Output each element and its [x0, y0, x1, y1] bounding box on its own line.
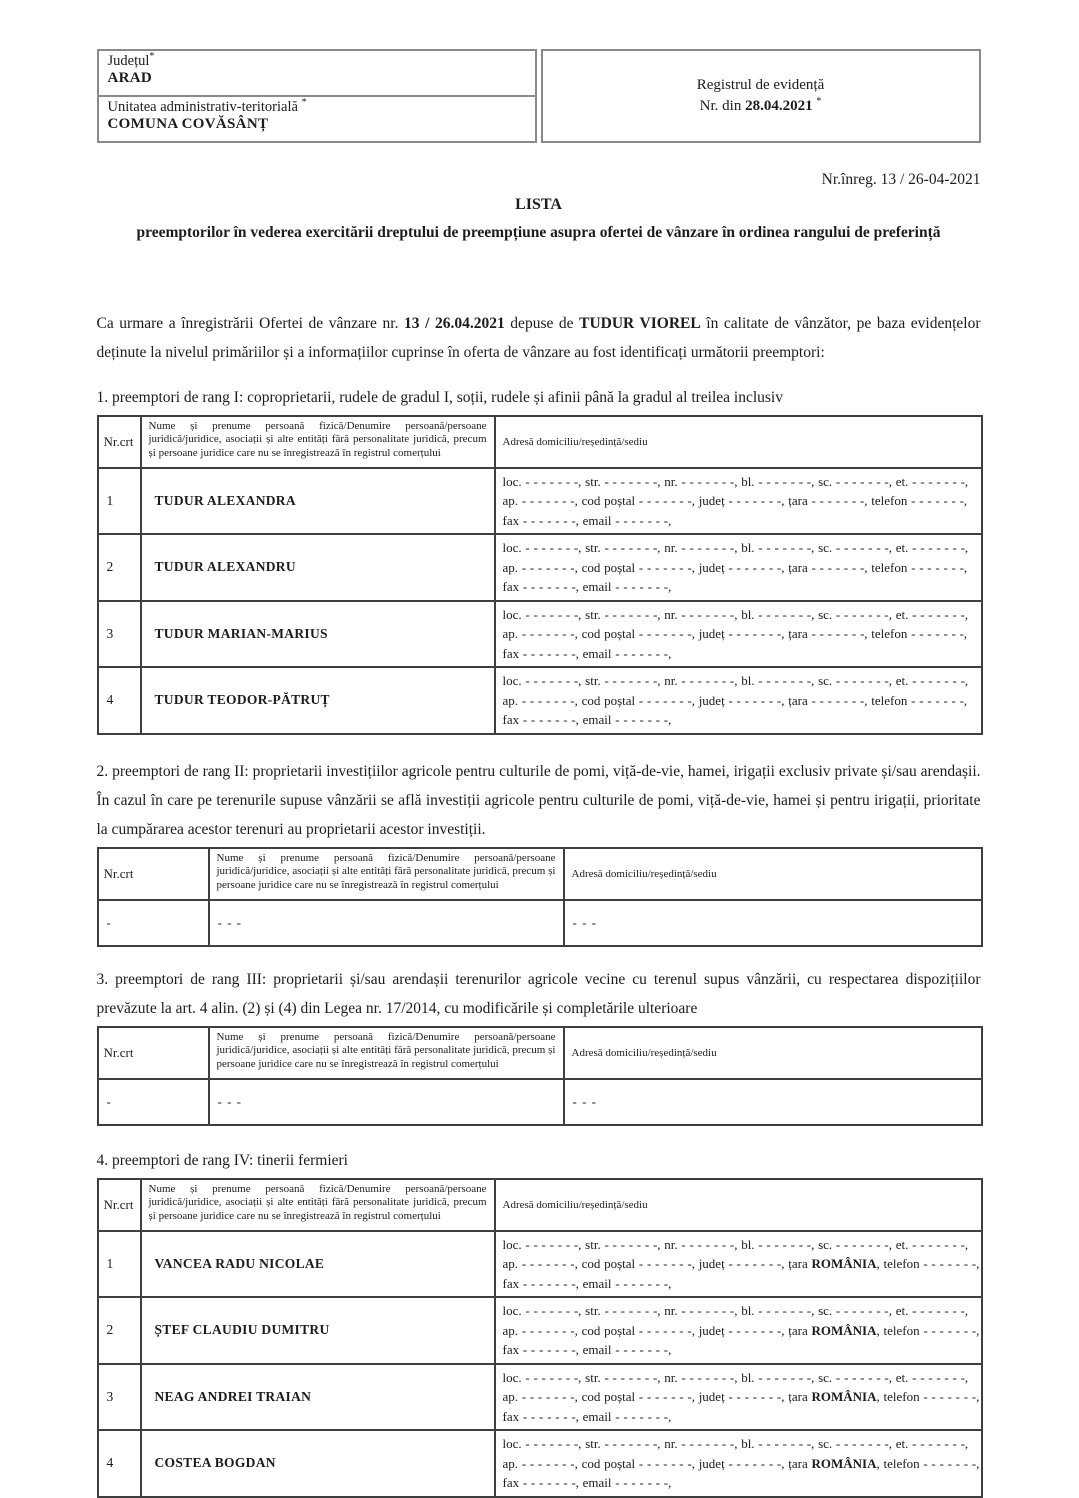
name-cell: COSTEA BOGDAN: [141, 1430, 495, 1497]
address-cell: - - -: [564, 900, 982, 946]
col-header-nr: Nr.crt: [98, 848, 209, 900]
registration-number-line: Nr.înreg. 13 / 26-04-2021: [821, 171, 981, 188]
address-line: fax - - - - - - -, email - - - - - - -,: [502, 1275, 672, 1291]
intro-text: în calitate de vânzător, pe baza evidențelor deținute la nivelul primăriilor și a informațiilor cuprinse în oferta de vânzare au fost identificați următorii preemptori:: [96, 315, 981, 361]
col-header-address: Adresă domiciliu/reședință/sediu: [495, 1179, 982, 1231]
name-cell: TUDUR TEODOR-PĂTRUȚ: [141, 667, 495, 734]
col-header-name: Nume și prenume persoană fizică/Denumire persoană/persoane juridică/juridice, asociații și alte entități fără personalitate juridică, precum și persoane juridice care nu se înregistrează în registrul comerțului: [209, 848, 564, 900]
table-row: [98, 1430, 982, 1497]
row-number-cell: -: [98, 1079, 209, 1125]
row-number-cell: 2: [98, 1297, 141, 1364]
address-segment: ap. - - - - - - -, cod poștal - - - - - - -, județ - - - - - - -, țara: [502, 1322, 812, 1338]
uat-box: [97, 95, 537, 143]
uat-value: COMUNA COVĂSÂNȚ: [107, 116, 269, 132]
address-segment: , telefon - - - - - - -,: [876, 1389, 980, 1404]
name-cell: - - -: [209, 1079, 564, 1125]
col-header-name: Nume și prenume persoană fizică/Denumire persoană/persoane juridică/juridice, asociații și alte entități fără personalitate juridică, precum și persoane juridice care nu se înregistrează în registrul comerțului: [141, 1179, 495, 1231]
address-line: fax - - - - - - -, email - - - - - - -,: [502, 645, 672, 661]
table-header-row: [98, 848, 982, 900]
address-line: loc. - - - - - - -, str. - - - - - - -, nr. - - - - - - -, bl. - - - - - - -, sc. - - - - - - -, et. - - - - - - -,: [502, 673, 969, 688]
name-cell: VANCEA RADU NICOLAE: [141, 1231, 495, 1298]
address-cell: [495, 1364, 982, 1431]
address-line: loc. - - - - - - -, str. - - - - - - -, nr. - - - - - - -, bl. - - - - - - -, sc. - - - - - - -, et. - - - - - - -,: [502, 540, 969, 555]
address-line: [502, 1254, 980, 1274]
table-header-row: [98, 1179, 982, 1231]
row-number-cell: 1: [98, 468, 141, 535]
address-cell: [495, 667, 982, 734]
table-row: [98, 1297, 982, 1364]
row-number-cell: 2: [98, 534, 141, 601]
registry-box: [541, 49, 981, 143]
name-cell: NEAG ANDREI TRAIAN: [141, 1364, 495, 1431]
county-label: Județul*: [107, 51, 155, 69]
table-row: [98, 667, 982, 734]
registry-title: Registrul de evidență: [696, 77, 825, 93]
table-row: [98, 534, 982, 601]
table-row: [98, 1079, 982, 1125]
name-cell: TUDUR ALEXANDRA: [141, 468, 495, 535]
col-header-nr: Nr.crt: [98, 1027, 209, 1079]
intro-paragraph: [97, 309, 981, 367]
name-cell: TUDUR MARIAN-MARIUS: [141, 601, 495, 668]
address-line: fax - - - - - - -, email - - - - - - -,: [502, 1408, 672, 1424]
address-line: fax - - - - - - -, email - - - - - - -,: [502, 712, 672, 727]
address-cell: [495, 534, 982, 601]
address-cell: [495, 468, 982, 535]
section-3-heading: 3. preemptori de rang III: proprietarii și/sau arendașii terenurilor agricole vecine cu terenul supus vânzării, cu respectarea dispozițiilor prevăzute la art. 4 alin. (2) și (4) din Legea nr. 17/2014, cu modificările și completările ulterioare: [96, 970, 981, 1017]
col-header-address: Adresă domiciliu/reședință/sediu: [564, 1027, 982, 1079]
asterisk: *: [301, 97, 307, 109]
address-line: ap. - - - - - - -, cod poștal - - - - - - -, județ - - - - - - -, țara - - - - - - -, telefon - - - - - - -,: [502, 493, 968, 508]
address-segment: ap. - - - - - - -, cod poștal - - - - - - -, județ - - - - - - -, țara: [502, 1455, 812, 1471]
table-row: [98, 1364, 982, 1431]
page-subtitle: preemptorilor în vederea exercitării dreptului de preempțiune asupra ofertei de vânzare în ordinea rangului de preferință: [136, 224, 941, 241]
rank2-table: [97, 847, 983, 947]
row-number-cell: -: [98, 900, 209, 946]
address-cell: [495, 1231, 982, 1298]
country-name: ROMÂNIA: [811, 1455, 877, 1471]
address-line: ap. - - - - - - -, cod poștal - - - - - - -, județ - - - - - - -, țara - - - - - - -, telefon - - - - - - -,: [502, 626, 968, 641]
rank1-table: [97, 415, 983, 735]
registry-date: 28.04.2021: [745, 98, 813, 114]
address-line: [502, 1321, 980, 1341]
country-name: ROMÂNIA: [811, 1322, 877, 1338]
address-line: ap. - - - - - - -, cod poștal - - - - - - -, județ - - - - - - -, țara - - - - - - -, telefon - - - - - - -,: [502, 692, 968, 708]
table-row: [98, 468, 982, 535]
asterisk: *: [149, 51, 155, 63]
county-value: ARAD: [107, 70, 153, 86]
table-header-row: [98, 1027, 982, 1079]
name-cell: ȘTEF CLAUDIU DUMITRU: [141, 1297, 495, 1364]
address-line: loc. - - - - - - -, str. - - - - - - -, nr. - - - - - - -, bl. - - - - - - -, sc. - - - - - - -, et. - - - - - - -,: [502, 1303, 969, 1318]
table-row: [98, 601, 982, 668]
address-line: fax - - - - - - -, email - - - - - - -,: [502, 1475, 672, 1490]
page-title: LISTA: [515, 196, 562, 213]
address-line: loc. - - - - - - -, str. - - - - - - -, nr. - - - - - - -, bl. - - - - - - -, sc. - - - - - - -, et. - - - - - - -,: [502, 1436, 969, 1451]
table-row: [98, 1231, 982, 1298]
address-line: [502, 1387, 980, 1407]
row-number-cell: 3: [98, 1364, 141, 1431]
address-line: fax - - - - - - -, email - - - - - - -,: [502, 512, 672, 528]
table-header-row: [98, 416, 982, 468]
row-number-cell: 3: [98, 601, 141, 668]
country-name: ROMÂNIA: [811, 1389, 877, 1404]
intro-text: depuse de: [504, 315, 580, 332]
asterisk: *: [816, 96, 822, 107]
address-segment: ap. - - - - - - -, cod poștal - - - - - - -, județ - - - - - - -, țara: [502, 1256, 812, 1271]
document-page: [97, 0, 981, 1498]
address-cell: [495, 1297, 982, 1364]
address-line: loc. - - - - - - -, str. - - - - - - -, nr. - - - - - - -, bl. - - - - - - -, sc. - - - - - - -, et. - - - - - - -,: [502, 473, 969, 489]
address-line: loc. - - - - - - -, str. - - - - - - -, nr. - - - - - - -, bl. - - - - - - -, sc. - - - - - - -, et. - - - - - - -,: [502, 1369, 969, 1385]
name-cell: - - -: [209, 900, 564, 946]
address-line: loc. - - - - - - -, str. - - - - - - -, nr. - - - - - - -, bl. - - - - - - -, sc. - - - - - - -, et. - - - - - - -,: [502, 606, 969, 622]
section-4-heading: 4. preemptori de rang IV: tinerii fermieri: [96, 1151, 348, 1169]
address-cell: [495, 1430, 982, 1497]
col-header-nr: Nr.crt: [98, 416, 141, 468]
address-line: [502, 1454, 980, 1474]
address-segment: , telefon - - - - - - -,: [876, 1322, 980, 1338]
row-number-cell: 1: [98, 1231, 141, 1298]
registry-number-line: Nr. din 28.04.2021 *: [699, 96, 822, 114]
row-number-cell: 4: [98, 1430, 141, 1497]
col-header-address: Adresă domiciliu/reședință/sediu: [564, 848, 982, 900]
county-box: [97, 49, 537, 97]
rank4-table: [97, 1178, 983, 1498]
uat-label: Unitatea administrativ-teritorială *: [107, 97, 307, 115]
address-cell: [495, 601, 982, 668]
address-cell: - - -: [564, 1079, 982, 1125]
section-1-heading: 1. preemptori de rang I: coproprietarii, rudele de gradul I, soții, rudele și afinii până la gradul al treilea inclusiv: [96, 388, 783, 406]
address-segment: , telefon - - - - - - -,: [876, 1455, 980, 1471]
header-left-column: [97, 49, 537, 143]
name-cell: TUDUR ALEXANDRU: [141, 534, 495, 601]
rank3-table: [97, 1026, 983, 1126]
country-name: ROMÂNIA: [811, 1256, 877, 1271]
header-boxes: [97, 49, 981, 143]
col-header-name: Nume și prenume persoană fizică/Denumire persoană/persoane juridică/juridice, asociații și alte entități fără personalitate juridică, precum și persoane juridice care nu se înregistrează în registrul comerțului: [209, 1027, 564, 1079]
address-segment: ap. - - - - - - -, cod poștal - - - - - - -, județ - - - - - - -, țara: [502, 1389, 812, 1404]
table-row: [98, 900, 982, 946]
address-line: fax - - - - - - -, email - - - - - - -,: [502, 579, 672, 594]
col-header-name: Nume și prenume persoană fizică/Denumire persoană/persoane juridică/juridice, asociații și alte entități fără personalitate juridică, precum și persoane juridice care nu se înregistrează în registrul comerțului: [141, 416, 495, 468]
seller-name: TUDUR VIOREL: [579, 315, 701, 332]
row-number-cell: 4: [98, 667, 141, 734]
address-segment: , telefon - - - - - - -,: [876, 1256, 980, 1271]
col-header-address: Adresă domiciliu/reședință/sediu: [495, 416, 982, 468]
address-line: ap. - - - - - - -, cod poștal - - - - - - -, județ - - - - - - -, țara - - - - - - -, telefon - - - - - - -,: [502, 559, 968, 575]
offer-number: 13 / 26.04.2021: [404, 315, 505, 332]
address-line: loc. - - - - - - -, str. - - - - - - -, nr. - - - - - - -, bl. - - - - - - -, sc. - - - - - - -, et. - - - - - - -,: [502, 1236, 969, 1252]
section-2-heading: 2. preemptori de rang II: proprietarii investițiilor agricole pentru culturile de pomi, viță-de-vie, hamei, irigații exclusiv private și/sau arendașii. În cazul în care pe terenurile supuse vânzării se află investiții agricole pentru culturile de pomi, viță-de-vie, hamei și pentru irigații, prioritate la cumpărarea acestor terenuri au proprietarii acestor investiții.: [96, 762, 981, 838]
col-header-nr: Nr.crt: [98, 1179, 141, 1231]
intro-text: Ca urmare a înregistrării Ofertei de vânzare nr.: [96, 315, 405, 332]
address-line: fax - - - - - - -, email - - - - - - -,: [502, 1342, 672, 1357]
